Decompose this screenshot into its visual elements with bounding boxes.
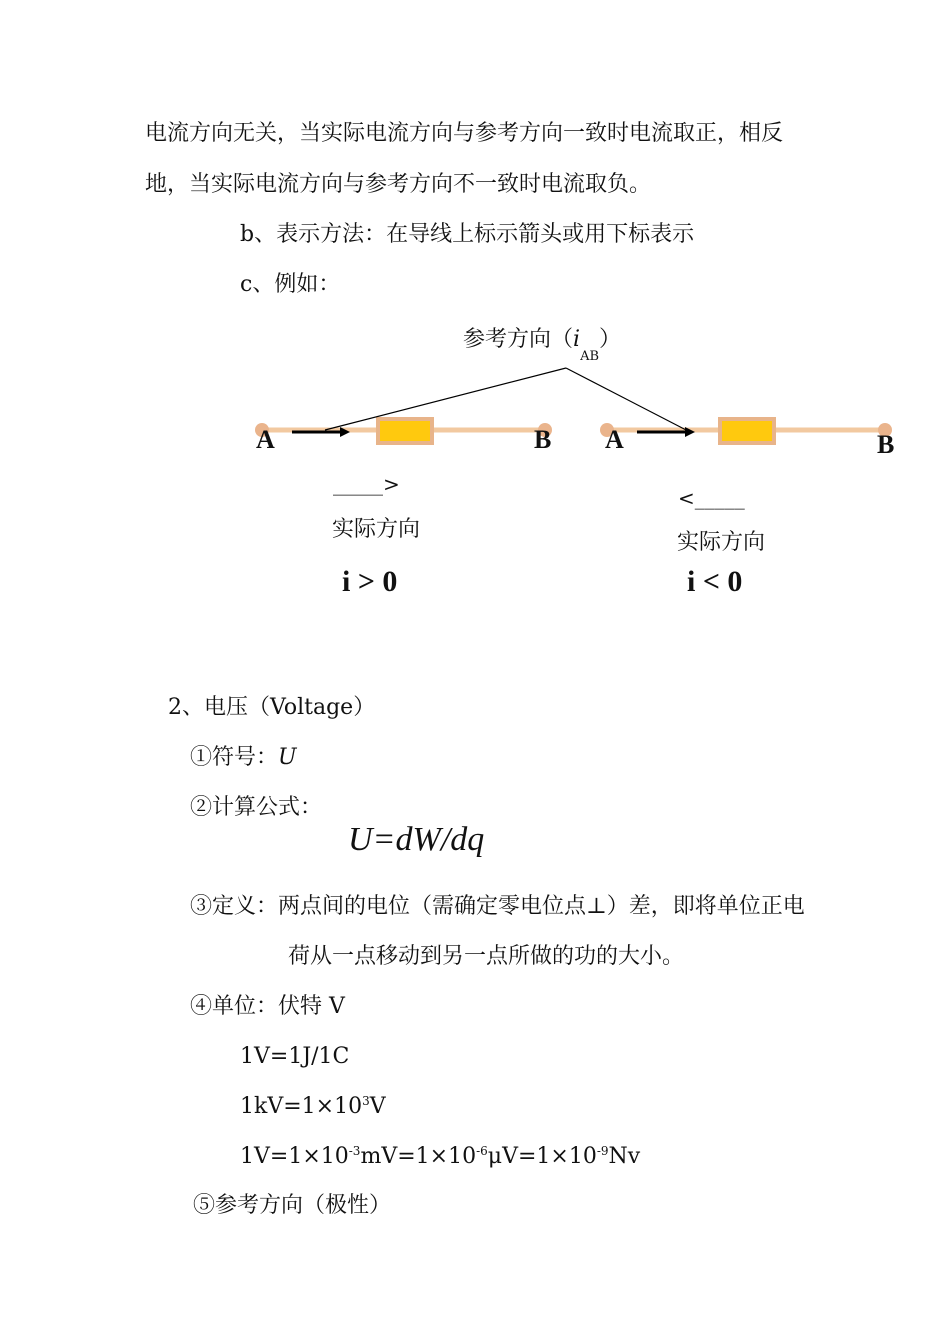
callout-line-left	[325, 368, 566, 430]
reference-close: ）	[599, 327, 622, 352]
right-label-b: B	[877, 430, 895, 459]
reference-label	[463, 326, 622, 364]
callout-line-right	[566, 368, 690, 432]
equation-3-exp-1: -3	[348, 1144, 361, 1158]
equation-2	[240, 1093, 386, 1123]
section-heading: 2、电压（Voltage）	[168, 695, 376, 720]
paragraph-line-1: 电流方向无关，当实际电流方向与参考方向一致时电流取正，相反	[145, 121, 784, 146]
left-actual-caption: 实际方向	[332, 517, 421, 542]
right-label-a: A	[605, 425, 624, 454]
definition-line-1: ③定义：两点间的电位（需确定零电位点⊥）差，即将单位正电	[190, 894, 805, 919]
equation-1: 1V=1J/1C	[240, 1044, 350, 1069]
right-resistor	[720, 419, 774, 443]
equation-2-unit: V	[369, 1094, 386, 1119]
formula: U=dW/dq	[348, 821, 485, 858]
right-actual-caption: 实际方向	[677, 530, 766, 555]
equation-2-exp: 3	[362, 1094, 370, 1108]
left-actual-arrow: _____>	[333, 472, 400, 496]
symbol-label: ①符号：	[190, 745, 279, 770]
left-label-b: B	[534, 425, 552, 454]
equation-3-part-c: μV=1×10	[487, 1144, 597, 1169]
definition-line-2: 荷从一点移动到另一点所做的功的大小。	[288, 944, 685, 969]
equation-3-exp-2: -6	[476, 1144, 488, 1158]
equation-2-base: 1kV=1×10	[240, 1094, 363, 1119]
item-b: b、表示方法：在导线上标示箭头或用下标表示	[240, 222, 695, 247]
symbol-line	[190, 744, 297, 772]
reference-var: i	[573, 327, 581, 352]
left-label-a: A	[256, 425, 275, 454]
equation-3	[240, 1143, 640, 1173]
left-resistor	[378, 419, 432, 443]
symbol-value: U	[278, 745, 297, 770]
equation-3-exp-3: -9	[596, 1144, 609, 1158]
left-inequality: i > 0	[342, 565, 398, 598]
right-actual-arrow: <_____	[678, 486, 745, 510]
equation-3-part-a: 1V=1×10	[240, 1144, 349, 1169]
equation-3-part-d: Nv	[608, 1144, 641, 1169]
unit-line: ④单位：伏特 V	[190, 994, 345, 1019]
paragraph-line-2: 地，当实际电流方向与参考方向不一致时电流取负。	[145, 172, 652, 197]
equation-3-part-b: mV=1×10	[360, 1144, 477, 1169]
reference-label-text: 参考方向（	[463, 327, 574, 352]
polarity-line: ⑤参考方向（极性）	[193, 1193, 392, 1218]
reference-subscript: AB	[580, 349, 600, 364]
formula-label: ②计算公式：	[190, 795, 323, 820]
right-inequality: i < 0	[687, 565, 743, 598]
item-c: c、例如：	[240, 272, 341, 297]
